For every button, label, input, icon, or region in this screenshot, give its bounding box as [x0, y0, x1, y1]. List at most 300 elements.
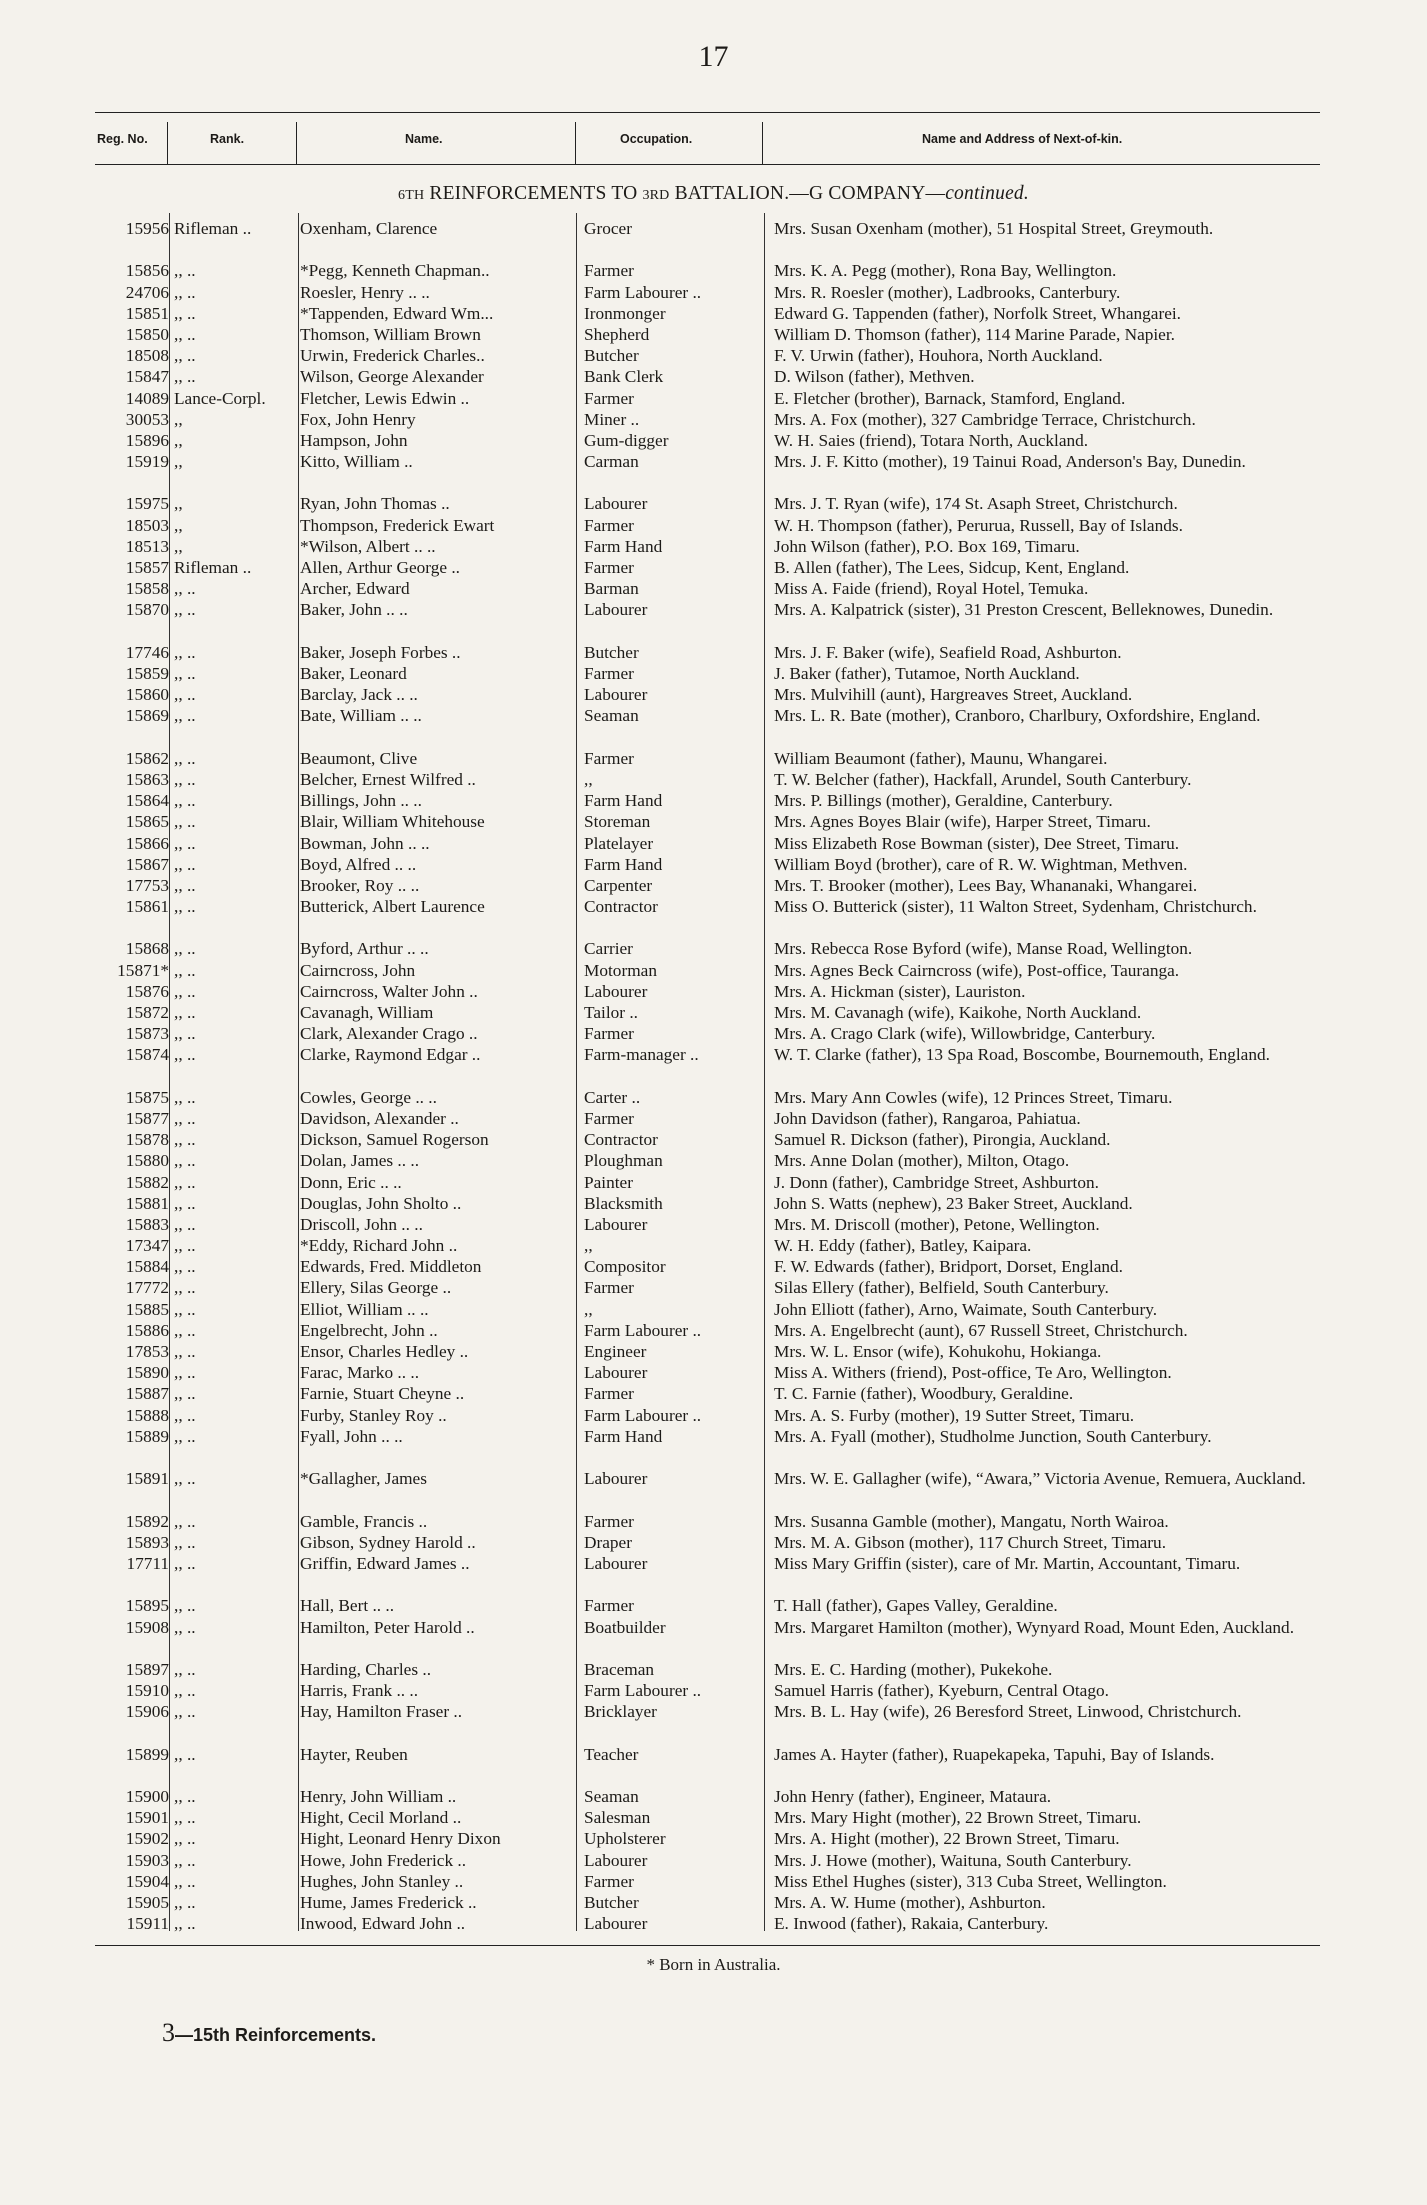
rank-cell: ,,: [174, 494, 183, 514]
table-row: [0, 1659, 1427, 1680]
reg-no-cell: 15867: [125, 854, 169, 874]
next-of-kin-cell: W. H. Eddy (father), Batley, Kaipara.: [774, 1236, 1032, 1256]
next-of-kin-cell: Mrs. A. Kalpatrick (sister), 31 Preston Crescent, Belleknowes, Dunedin.: [774, 600, 1274, 620]
next-of-kin-cell: Miss A. Faide (friend), Royal Hotel, Temuka.: [774, 579, 1089, 599]
occupation-cell: Labourer: [584, 685, 648, 705]
table-row: [0, 1807, 1427, 1828]
reg-no-cell: 15858: [125, 579, 169, 599]
name-cell: *Gallagher, James: [300, 1469, 427, 1489]
rank-cell: ,, ..: [174, 854, 196, 874]
table-row: [0, 1362, 1427, 1383]
rank-cell: ,, ..: [174, 1426, 196, 1446]
next-of-kin-cell: B. Allen (father), The Lees, Sidcup, Kent, England.: [774, 558, 1130, 578]
table-row: [0, 1511, 1427, 1532]
next-of-kin-cell: Mrs. J. F. Kitto (mother), 19 Tainui Road, Anderson's Bay, Dunedin.: [774, 452, 1246, 472]
name-cell: Griffin, Edward James ..: [300, 1553, 470, 1573]
next-of-kin-cell: John Davidson (father), Rangaroa, Pahiatua.: [774, 1108, 1081, 1128]
table-row: [0, 642, 1427, 663]
table-row: [0, 1341, 1427, 1362]
reg-no-cell: 17347: [125, 1236, 169, 1256]
rank-cell: ,, ..: [174, 1108, 196, 1128]
next-of-kin-cell: Mrs. Rebecca Rose Byford (wife), Manse Road, Wellington.: [774, 939, 1193, 959]
next-of-kin-cell: Mrs. J. F. Baker (wife), Seafield Road, Ashburton.: [774, 642, 1122, 662]
occupation-cell: Butcher: [584, 642, 639, 662]
reg-no-cell: 15865: [125, 812, 169, 832]
name-cell: Cowles, George .. ..: [300, 1087, 437, 1107]
reg-no-cell: 15850: [125, 324, 169, 344]
table-row: [0, 1913, 1427, 1934]
section-part1: REINFORCEMENTS TO: [429, 183, 643, 204]
occupation-cell: Motorman: [584, 960, 657, 980]
rank-cell: ,, ..: [174, 1532, 196, 1552]
next-of-kin-cell: Mrs. A. Fox (mother), 327 Cambridge Terrace, Christchurch.: [774, 409, 1196, 429]
name-cell: Blair, William Whitehouse: [300, 812, 485, 832]
occupation-cell: Labourer: [584, 1914, 648, 1934]
next-of-kin-cell: William Boyd (brother), care of R. W. Wightman, Methven.: [774, 854, 1188, 874]
name-cell: Archer, Edward: [300, 579, 410, 599]
table-row: [0, 1850, 1427, 1871]
table-row: [0, 1193, 1427, 1214]
rank-cell: ,, ..: [174, 1003, 196, 1023]
table-row: [0, 1405, 1427, 1426]
reg-no-cell: 15901: [125, 1808, 169, 1828]
reg-no-cell: 15875: [125, 1087, 169, 1107]
table-row: [0, 1320, 1427, 1341]
reg-no-cell: 15902: [125, 1829, 169, 1849]
occupation-cell: Teacher: [584, 1744, 639, 1764]
name-cell: Cairncross, Walter John ..: [300, 981, 478, 1001]
next-of-kin-cell: Mrs. Anne Dolan (mother), Milton, Otago.: [774, 1151, 1070, 1171]
next-of-kin-cell: Mrs. A. Hickman (sister), Lauriston.: [774, 981, 1026, 1001]
next-of-kin-cell: Silas Ellery (father), Belfield, South Canterbury.: [774, 1278, 1109, 1298]
reg-no-cell: 18503: [125, 515, 169, 535]
table-row: [0, 1044, 1427, 1086]
rank-cell: Rifleman ..: [174, 558, 252, 578]
header-bottom-rule: [95, 164, 1320, 165]
name-cell: Thompson, Frederick Ewart: [300, 515, 495, 535]
occupation-cell: Painter: [584, 1172, 633, 1192]
occupation-cell: Seaman: [584, 706, 639, 726]
rank-cell: ,, ..: [174, 685, 196, 705]
name-cell: Clark, Alexander Crago ..: [300, 1024, 478, 1044]
section-continued: continued.: [945, 183, 1029, 204]
next-of-kin-cell: Mrs. M. Cavanagh (wife), Kaikohe, North Auckland.: [774, 1003, 1142, 1023]
reg-no-cell: 15919: [125, 452, 169, 472]
next-of-kin-cell: Mrs. J. T. Ryan (wife), 174 St. Asaph Street, Christchurch.: [774, 494, 1178, 514]
next-of-kin-cell: Mrs. J. Howe (mother), Waituna, South Canterbury.: [774, 1850, 1132, 1870]
page-number: 17: [698, 40, 729, 73]
reg-no-cell: 15883: [125, 1214, 169, 1234]
reg-no-cell: 15904: [125, 1871, 169, 1891]
name-cell: Billings, John .. ..: [300, 791, 422, 811]
occupation-cell: Farmer: [584, 1108, 634, 1128]
rank-cell: ,, ..: [174, 1257, 196, 1277]
next-of-kin-cell: Mrs. T. Brooker (mother), Lees Bay, Whananaki, Whangarei.: [774, 875, 1198, 895]
occupation-cell: Farmer: [584, 1511, 634, 1531]
occupation-cell: Carpenter: [584, 875, 653, 895]
reg-no-cell: 15906: [125, 1702, 169, 1722]
reg-no-cell: 15876: [125, 981, 169, 1001]
table-row: [0, 1235, 1427, 1256]
table-row: [0, 1172, 1427, 1193]
footer-number: 3: [162, 2018, 175, 2047]
next-of-kin-cell: Mrs. W. L. Ensor (wife), Kohukohu, Hokianga.: [774, 1342, 1102, 1362]
rank-cell: ,, ..: [174, 261, 196, 281]
rank-cell: ,, ..: [174, 1024, 196, 1044]
rank-cell: ,, ..: [174, 1850, 196, 1870]
name-cell: Ryan, John Thomas ..: [300, 494, 450, 514]
occupation-cell: ,,: [584, 1299, 593, 1319]
name-cell: Fletcher, Lewis Edwin ..: [300, 388, 470, 408]
header-divider: [762, 122, 763, 164]
reg-no-cell: 15856: [125, 261, 169, 281]
next-of-kin-cell: Miss O. Butterick (sister), 11 Walton Street, Sydenham, Christchurch.: [774, 897, 1257, 917]
rank-cell: ,, ..: [174, 367, 196, 387]
rank-cell: ,, ..: [174, 981, 196, 1001]
header-occupation: Occupation.: [620, 132, 693, 146]
name-cell: Roesler, Henry .. ..: [300, 282, 430, 302]
table-row: [0, 218, 1427, 260]
next-of-kin-cell: T. C. Farnie (father), Woodbury, Geraldine.: [774, 1384, 1074, 1404]
rank-cell: ,, ..: [174, 1299, 196, 1319]
occupation-cell: Platelayer: [584, 833, 654, 853]
rank-cell: ,, ..: [174, 1045, 196, 1065]
table-row: [0, 1892, 1427, 1913]
table-row: [0, 1786, 1427, 1807]
rank-cell: ,, ..: [174, 960, 196, 980]
rank-cell: ,, ..: [174, 939, 196, 959]
reg-no-cell: 15910: [125, 1681, 169, 1701]
reg-no-cell: 15872: [125, 1003, 169, 1023]
rank-cell: ,,: [174, 515, 183, 535]
table-row: [0, 1256, 1427, 1277]
next-of-kin-cell: William D. Thomson (father), 114 Marine Parade, Napier.: [774, 324, 1175, 344]
name-cell: Boyd, Alfred .. ..: [300, 854, 417, 874]
reg-no-cell: 14089: [125, 388, 169, 408]
next-of-kin-cell: Mrs. A. Fyall (mother), Studholme Junction, South Canterbury.: [774, 1426, 1212, 1446]
table-row: [0, 1532, 1427, 1553]
table-row: [0, 1129, 1427, 1150]
table-row: [0, 515, 1427, 536]
next-of-kin-cell: Mrs. Agnes Beck Cairncross (wife), Post-office, Tauranga.: [774, 960, 1180, 980]
table-row: [0, 1150, 1427, 1171]
name-cell: Hughes, John Stanley ..: [300, 1871, 464, 1891]
next-of-kin-cell: Mrs. R. Roesler (mother), Ladbrooks, Canterbury.: [774, 282, 1121, 302]
rank-cell: ,, ..: [174, 1320, 196, 1340]
header-divider: [167, 122, 168, 164]
next-of-kin-cell: E. Fletcher (brother), Barnack, Stamford, England.: [774, 388, 1126, 408]
rank-cell: ,, ..: [174, 1829, 196, 1849]
occupation-cell: Farm Hand: [584, 536, 663, 556]
table-row: [0, 388, 1427, 409]
occupation-cell: Bank Clerk: [584, 367, 664, 387]
header-top-rule: [95, 112, 1320, 113]
occupation-cell: Labourer: [584, 1214, 648, 1234]
reg-no-cell: 18513: [125, 536, 169, 556]
footer-label: [162, 2018, 376, 2048]
table-row: [0, 811, 1427, 832]
reg-no-cell: 15880: [125, 1151, 169, 1171]
name-cell: Hall, Bert .. ..: [300, 1596, 395, 1616]
name-cell: *Pegg, Kenneth Chapman..: [300, 261, 490, 281]
table-row: [0, 1277, 1427, 1298]
reg-no-cell: 15885: [125, 1299, 169, 1319]
name-cell: Howe, John Frederick ..: [300, 1850, 467, 1870]
next-of-kin-cell: Mrs. Mulvihill (aunt), Hargreaves Street, Auckland.: [774, 685, 1133, 705]
name-cell: Davidson, Alexander ..: [300, 1108, 459, 1128]
name-cell: Butterick, Albert Laurence: [300, 897, 485, 917]
next-of-kin-cell: W. H. Thompson (father), Perurua, Russell, Bay of Islands.: [774, 515, 1183, 535]
name-cell: Allen, Arthur George ..: [300, 558, 460, 578]
next-of-kin-cell: Mrs. A. W. Hume (mother), Ashburton.: [774, 1893, 1046, 1912]
table-row: [0, 1468, 1427, 1510]
occupation-cell: Farm Labourer ..: [584, 1681, 702, 1701]
occupation-cell: Labourer: [584, 600, 648, 620]
next-of-kin-cell: John Elliott (father), Arno, Waimate, South Canterbury.: [774, 1299, 1158, 1319]
next-of-kin-cell: Miss Mary Griffin (sister), care of Mr. Martin, Accountant, Timaru.: [774, 1553, 1241, 1573]
occupation-cell: Farmer: [584, 558, 634, 578]
rank-cell: ,, ..: [174, 791, 196, 811]
next-of-kin-cell: Mrs. A. Engelbrecht (aunt), 67 Russell Street, Christchurch.: [774, 1320, 1188, 1340]
rank-cell: ,, ..: [174, 1087, 196, 1107]
occupation-cell: Salesman: [584, 1808, 651, 1828]
occupation-cell: Compositor: [584, 1257, 666, 1277]
next-of-kin-cell: T. W. Belcher (father), Hackfall, Arundel, South Canterbury.: [774, 769, 1192, 789]
name-cell: *Wilson, Albert .. ..: [300, 536, 436, 556]
reg-no-cell: 17746: [125, 642, 169, 662]
occupation-cell: Labourer: [584, 494, 648, 514]
name-cell: Driscoll, John .. ..: [300, 1214, 423, 1234]
occupation-cell: Farm Hand: [584, 1426, 663, 1446]
rank-cell: ,, ..: [174, 1744, 196, 1764]
occupation-cell: Labourer: [584, 1469, 648, 1489]
rank-cell: ,, ..: [174, 1278, 196, 1298]
rank-cell: ,, ..: [174, 1787, 196, 1807]
next-of-kin-cell: Mrs. Mary Ann Cowles (wife), 12 Princes Street, Timaru.: [774, 1087, 1173, 1107]
reg-no-cell: 15859: [125, 663, 169, 683]
header-reg-no: Reg. No.: [97, 132, 148, 146]
rank-cell: ,, ..: [174, 1130, 196, 1150]
reg-no-cell: 15882: [125, 1172, 169, 1192]
next-of-kin-cell: John Wilson (father), P.O. Box 169, Timaru.: [774, 536, 1080, 556]
rank-cell: ,, ..: [174, 1914, 196, 1934]
occupation-cell: Grocer: [584, 219, 632, 238]
occupation-cell: Gum-digger: [584, 430, 669, 450]
name-cell: Engelbrecht, John ..: [300, 1320, 438, 1340]
next-of-kin-cell: Mrs. E. C. Harding (mother), Pukekohe.: [774, 1659, 1053, 1679]
next-of-kin-cell: T. Hall (father), Gapes Valley, Geraldine.: [774, 1596, 1058, 1616]
name-cell: Baker, Joseph Forbes ..: [300, 642, 461, 662]
name-cell: Dolan, James .. ..: [300, 1151, 420, 1171]
name-cell: Fox, John Henry: [300, 409, 416, 429]
reg-no-cell: 15884: [125, 1257, 169, 1277]
next-of-kin-cell: F. V. Urwin (father), Houhora, North Auckland.: [774, 346, 1103, 366]
table-row: [0, 790, 1427, 811]
name-cell: *Eddy, Richard John ..: [300, 1236, 458, 1256]
name-cell: Clarke, Raymond Edgar ..: [300, 1045, 481, 1065]
rank-cell: ,, ..: [174, 812, 196, 832]
table-row: [0, 557, 1427, 578]
table-row: [0, 430, 1427, 451]
occupation-cell: Farm Hand: [584, 791, 663, 811]
rank-cell: ,, ..: [174, 303, 196, 323]
reg-no-cell: 15891: [125, 1469, 169, 1489]
reg-no-cell: 15869: [125, 706, 169, 726]
name-cell: Beaumont, Clive: [300, 748, 418, 768]
reg-no-cell: 15866: [125, 833, 169, 853]
table-row: [0, 366, 1427, 387]
rank-cell: ,,: [174, 409, 183, 429]
name-cell: Harris, Frank .. ..: [300, 1681, 419, 1701]
next-of-kin-cell: Mrs. Agnes Boyes Blair (wife), Harper Street, Timaru.: [774, 812, 1151, 832]
rank-cell: ,, ..: [174, 1553, 196, 1573]
header-name: Name.: [405, 132, 443, 146]
rank-cell: ,, ..: [174, 663, 196, 683]
occupation-cell: Carter ..: [584, 1087, 641, 1107]
name-cell: Gibson, Sydney Harold ..: [300, 1532, 476, 1552]
table-row: [0, 854, 1427, 875]
name-cell: Bate, William .. ..: [300, 706, 422, 726]
reg-no-cell: 15911: [126, 1914, 169, 1934]
rank-cell: ,, ..: [174, 897, 196, 917]
name-cell: Harding, Charles ..: [300, 1659, 432, 1679]
reg-no-cell: 15887: [125, 1384, 169, 1404]
next-of-kin-cell: James A. Hayter (father), Ruapekapeka, Tapuhi, Bay of Islands.: [774, 1744, 1215, 1764]
name-cell: Urwin, Frederick Charles..: [300, 346, 485, 366]
rank-cell: ,, ..: [174, 1151, 196, 1171]
occupation-cell: Labourer: [584, 1363, 648, 1383]
table-row: [0, 1744, 1427, 1786]
reg-no-cell: 17772: [125, 1278, 169, 1298]
name-cell: Dickson, Samuel Rogerson: [300, 1130, 489, 1150]
name-cell: Cairncross, John: [300, 960, 416, 980]
rank-cell: ,, ..: [174, 1511, 196, 1531]
table-row: [0, 1595, 1427, 1616]
next-of-kin-cell: E. Inwood (father), Rakaia, Canterbury.: [774, 1914, 1049, 1934]
occupation-cell: Farmer: [584, 388, 634, 408]
table-row: [0, 599, 1427, 641]
rank-cell: ,, ..: [174, 748, 196, 768]
occupation-cell: Miner ..: [584, 409, 640, 429]
occupation-cell: Labourer: [584, 1553, 648, 1573]
reg-no-cell: 15956: [125, 219, 169, 238]
footer-text: —15th Reinforcements.: [175, 2025, 377, 2045]
table-row: [0, 324, 1427, 345]
next-of-kin-cell: F. W. Edwards (father), Bridport, Dorset, England.: [774, 1257, 1123, 1277]
table-row: [0, 1108, 1427, 1129]
reg-no-cell: 15868: [125, 939, 169, 959]
header-rank: Rank.: [210, 132, 245, 146]
header-next-of-kin: Name and Address of Next-of-kin.: [922, 132, 1123, 146]
next-of-kin-cell: Miss Elizabeth Rose Bowman (sister), Dee Street, Timaru.: [774, 833, 1180, 853]
reg-no-cell: 15881: [125, 1193, 169, 1213]
reg-no-cell: 15895: [125, 1596, 169, 1616]
occupation-cell: Farmer: [584, 1871, 634, 1891]
next-of-kin-cell: D. Wilson (father), Methven.: [774, 367, 975, 387]
name-cell: Farnie, Stuart Cheyne ..: [300, 1384, 465, 1404]
rank-cell: ,, ..: [174, 1702, 196, 1722]
reg-no-cell: 30053: [125, 409, 169, 429]
table-row: [0, 1617, 1427, 1659]
table-row: [0, 303, 1427, 324]
name-cell: Hay, Hamilton Fraser ..: [300, 1702, 463, 1722]
rank-cell: ,, ..: [174, 642, 196, 662]
name-cell: Belcher, Ernest Wilfred ..: [300, 769, 476, 789]
occupation-cell: Farm Labourer ..: [584, 1405, 702, 1425]
rank-cell: ,, ..: [174, 1172, 196, 1192]
occupation-cell: Farmer: [584, 1024, 634, 1044]
section-part2: BATTALION.—G COMPANY—: [669, 183, 946, 204]
name-cell: Hight, Leonard Henry Dixon: [300, 1829, 501, 1849]
table-row: [0, 1087, 1427, 1108]
rank-cell: ,, ..: [174, 1363, 196, 1383]
rank-cell: Rifleman ..: [174, 219, 252, 238]
reg-no-cell: 15975: [125, 494, 169, 514]
occupation-cell: Farm Hand: [584, 854, 663, 874]
table-row: [0, 1023, 1427, 1044]
occupation-cell: Bricklayer: [584, 1702, 657, 1722]
occupation-cell: Farmer: [584, 515, 634, 535]
next-of-kin-cell: Miss Ethel Hughes (sister), 313 Cuba Street, Wellington.: [774, 1871, 1167, 1891]
table-row: [0, 663, 1427, 684]
header-divider: [296, 122, 297, 164]
table-row: [0, 1680, 1427, 1701]
roll-table: [0, 218, 1427, 1934]
next-of-kin-cell: Mrs. Margaret Hamilton (mother), Wynyard Road, Mount Eden, Auckland.: [774, 1617, 1295, 1637]
next-of-kin-cell: Mrs. A. S. Furby (mother), 19 Sutter Street, Timaru.: [774, 1405, 1135, 1425]
reg-no-cell: 15857: [125, 558, 169, 578]
rank-cell: ,, ..: [174, 1893, 196, 1912]
table-row: [0, 705, 1427, 747]
rank-cell: ,, ..: [174, 1236, 196, 1256]
rank-cell: ,, ..: [174, 1596, 196, 1616]
table-row: [0, 769, 1427, 790]
rank-cell: ,, ..: [174, 1617, 196, 1637]
name-cell: Edwards, Fred. Middleton: [300, 1257, 482, 1277]
header-divider: [575, 122, 576, 164]
table-row: [0, 578, 1427, 599]
table-row: [0, 1553, 1427, 1595]
next-of-kin-cell: John S. Watts (nephew), 23 Baker Street, Auckland.: [774, 1193, 1133, 1213]
rank-cell: Lance-Corpl.: [174, 388, 266, 408]
table-row: [0, 896, 1427, 938]
rank-cell: ,, ..: [174, 1405, 196, 1425]
occupation-cell: Shepherd: [584, 324, 650, 344]
reg-no-cell: 15862: [125, 748, 169, 768]
table-row: [0, 833, 1427, 854]
reg-no-cell: 15897: [125, 1659, 169, 1679]
table-row: [0, 345, 1427, 366]
name-cell: Ellery, Silas George ..: [300, 1278, 452, 1298]
name-cell: Brooker, Roy .. ..: [300, 875, 420, 895]
table-row: [0, 875, 1427, 896]
reg-no-cell: 15863: [125, 769, 169, 789]
rank-cell: ,, ..: [174, 875, 196, 895]
reg-no-cell: 18508: [125, 346, 169, 366]
reg-no-cell: 15877: [125, 1108, 169, 1128]
name-cell: Gamble, Francis ..: [300, 1511, 428, 1531]
table-row: [0, 451, 1427, 493]
rank-cell: ,, ..: [174, 346, 196, 366]
next-of-kin-cell: Mrs. L. R. Bate (mother), Cranboro, Charlbury, Oxfordshire, England.: [774, 706, 1261, 726]
reg-no-cell: 15888: [125, 1405, 169, 1425]
reg-no-cell: 15874: [125, 1045, 169, 1065]
occupation-cell: Farmer: [584, 748, 634, 768]
occupation-cell: Farmer: [584, 1596, 634, 1616]
footnote: * Born in Australia.: [646, 1955, 781, 1974]
name-cell: Bowman, John .. ..: [300, 833, 430, 853]
next-of-kin-cell: Edward G. Tappenden (father), Norfolk Street, Whangarei.: [774, 303, 1181, 323]
